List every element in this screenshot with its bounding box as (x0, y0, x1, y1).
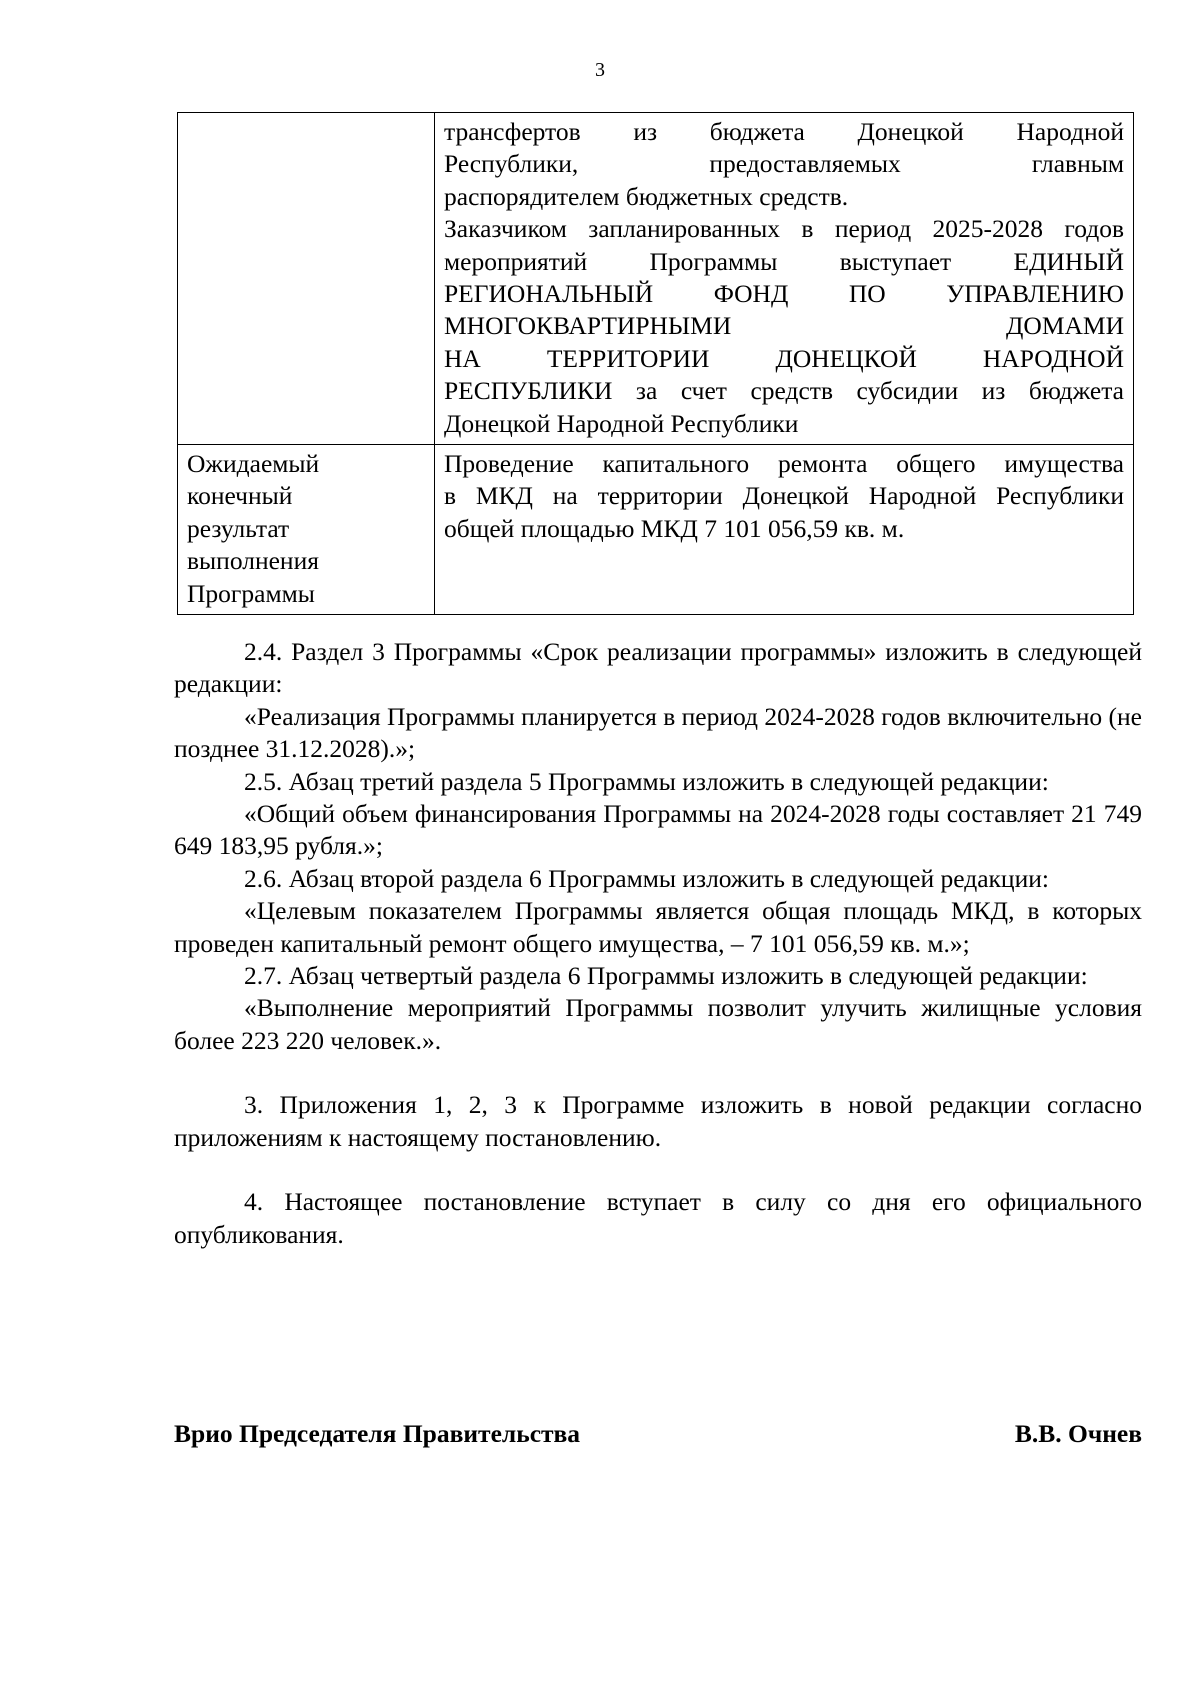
paragraph: 4. Настоящее постановление вступает в силу со дня его официального опубликования. (174, 1187, 1142, 1249)
page-number: 3 (595, 59, 605, 81)
cell-line: Ожидаемый (187, 449, 320, 479)
table-row (178, 113, 1134, 445)
cell-line: НА ТЕРРИТОРИИ ДОНЕЦКОЙ НАРОДНОЙ (444, 343, 1124, 373)
signatory-position: Врио Председателя Правительства (174, 1419, 581, 1448)
cell-line: распорядителем бюджетных средств. (444, 181, 849, 211)
cell-line: в МКД на территории Донецкой Народной Республики (444, 481, 1124, 511)
cell-line: Проведение капитального ремонта общего имущества (444, 449, 1124, 479)
paragraph: «Выполнение мероприятий Программы позволит улучить жилищные условия более 223 220 человек.». (174, 993, 1142, 1055)
cell-line: Программы (187, 578, 315, 608)
cell-line: результат (187, 513, 290, 543)
paragraph: 2.7. Абзац четвертый раздела 6 Программы изложить в следующей редакции: (244, 961, 1088, 991)
table-cell-value (435, 113, 1134, 445)
cell-line: Заказчиком запланированных в период 2025-2028 годов (444, 214, 1124, 244)
cell-line: Донецкой Народной Республики (444, 408, 799, 438)
table-row (178, 445, 1134, 615)
paragraph: «Целевым показателем Программы является общая площадь МКД, в которых проведен капитальный ремонт общего имущества, – 7 101 056,59 кв. м.»; (174, 896, 1142, 958)
cell-line: МНОГОКВАРТИРНЫМИ ДОМАМИ (444, 311, 1124, 341)
cell-line: выполнения (187, 546, 319, 576)
paragraph: 2.5. Абзац третий раздела 5 Программы изложить в следующей редакции: (244, 766, 1049, 796)
signatory-name: В.В. Очнев (1014, 1419, 1142, 1448)
paragraph: 3. Приложения 1, 2, 3 к Программе изложить в новой редакции согласно приложениям к настоящему постановлению. (174, 1090, 1142, 1152)
paragraph: 2.4. Раздел 3 Программы «Срок реализации программы» изложить в следующей редакции: (174, 637, 1142, 699)
cell-line: мероприятий Программы выступает ЕДИНЫЙ (444, 246, 1124, 276)
cell-line: РЕСПУБЛИКИ за счет средств субсидии из бюджета (444, 376, 1124, 406)
table-cell-label (178, 113, 435, 445)
cell-line: общей площадью МКД 7 101 056,59 кв. м. (444, 513, 905, 543)
paragraph: «Общий объем финансирования Программы на 2024-2028 годы составляет 21 749 649 183,95 рубля.»; (174, 799, 1142, 861)
table-cell-label (178, 445, 435, 615)
cell-line: Республики, предоставляемых главным (444, 149, 1124, 179)
paragraph: 2.6. Абзац второй раздела 6 Программы изложить в следующей редакции: (244, 863, 1049, 893)
table-cell-value (435, 445, 1134, 615)
program-passport-table (177, 112, 1134, 615)
signature-block (174, 1418, 1142, 1450)
body-text (174, 636, 1142, 1251)
paragraph: «Реализация Программы планируется в период 2024-2028 годов включительно (не позднее 31.12.2028).»; (174, 701, 1142, 764)
cell-line: конечный (187, 481, 293, 511)
cell-line: РЕГИОНАЛЬНЫЙ ФОНД ПО УПРАВЛЕНИЮ (444, 279, 1124, 309)
cell-line: трансфертов из бюджета Донецкой Народной (444, 117, 1124, 146)
